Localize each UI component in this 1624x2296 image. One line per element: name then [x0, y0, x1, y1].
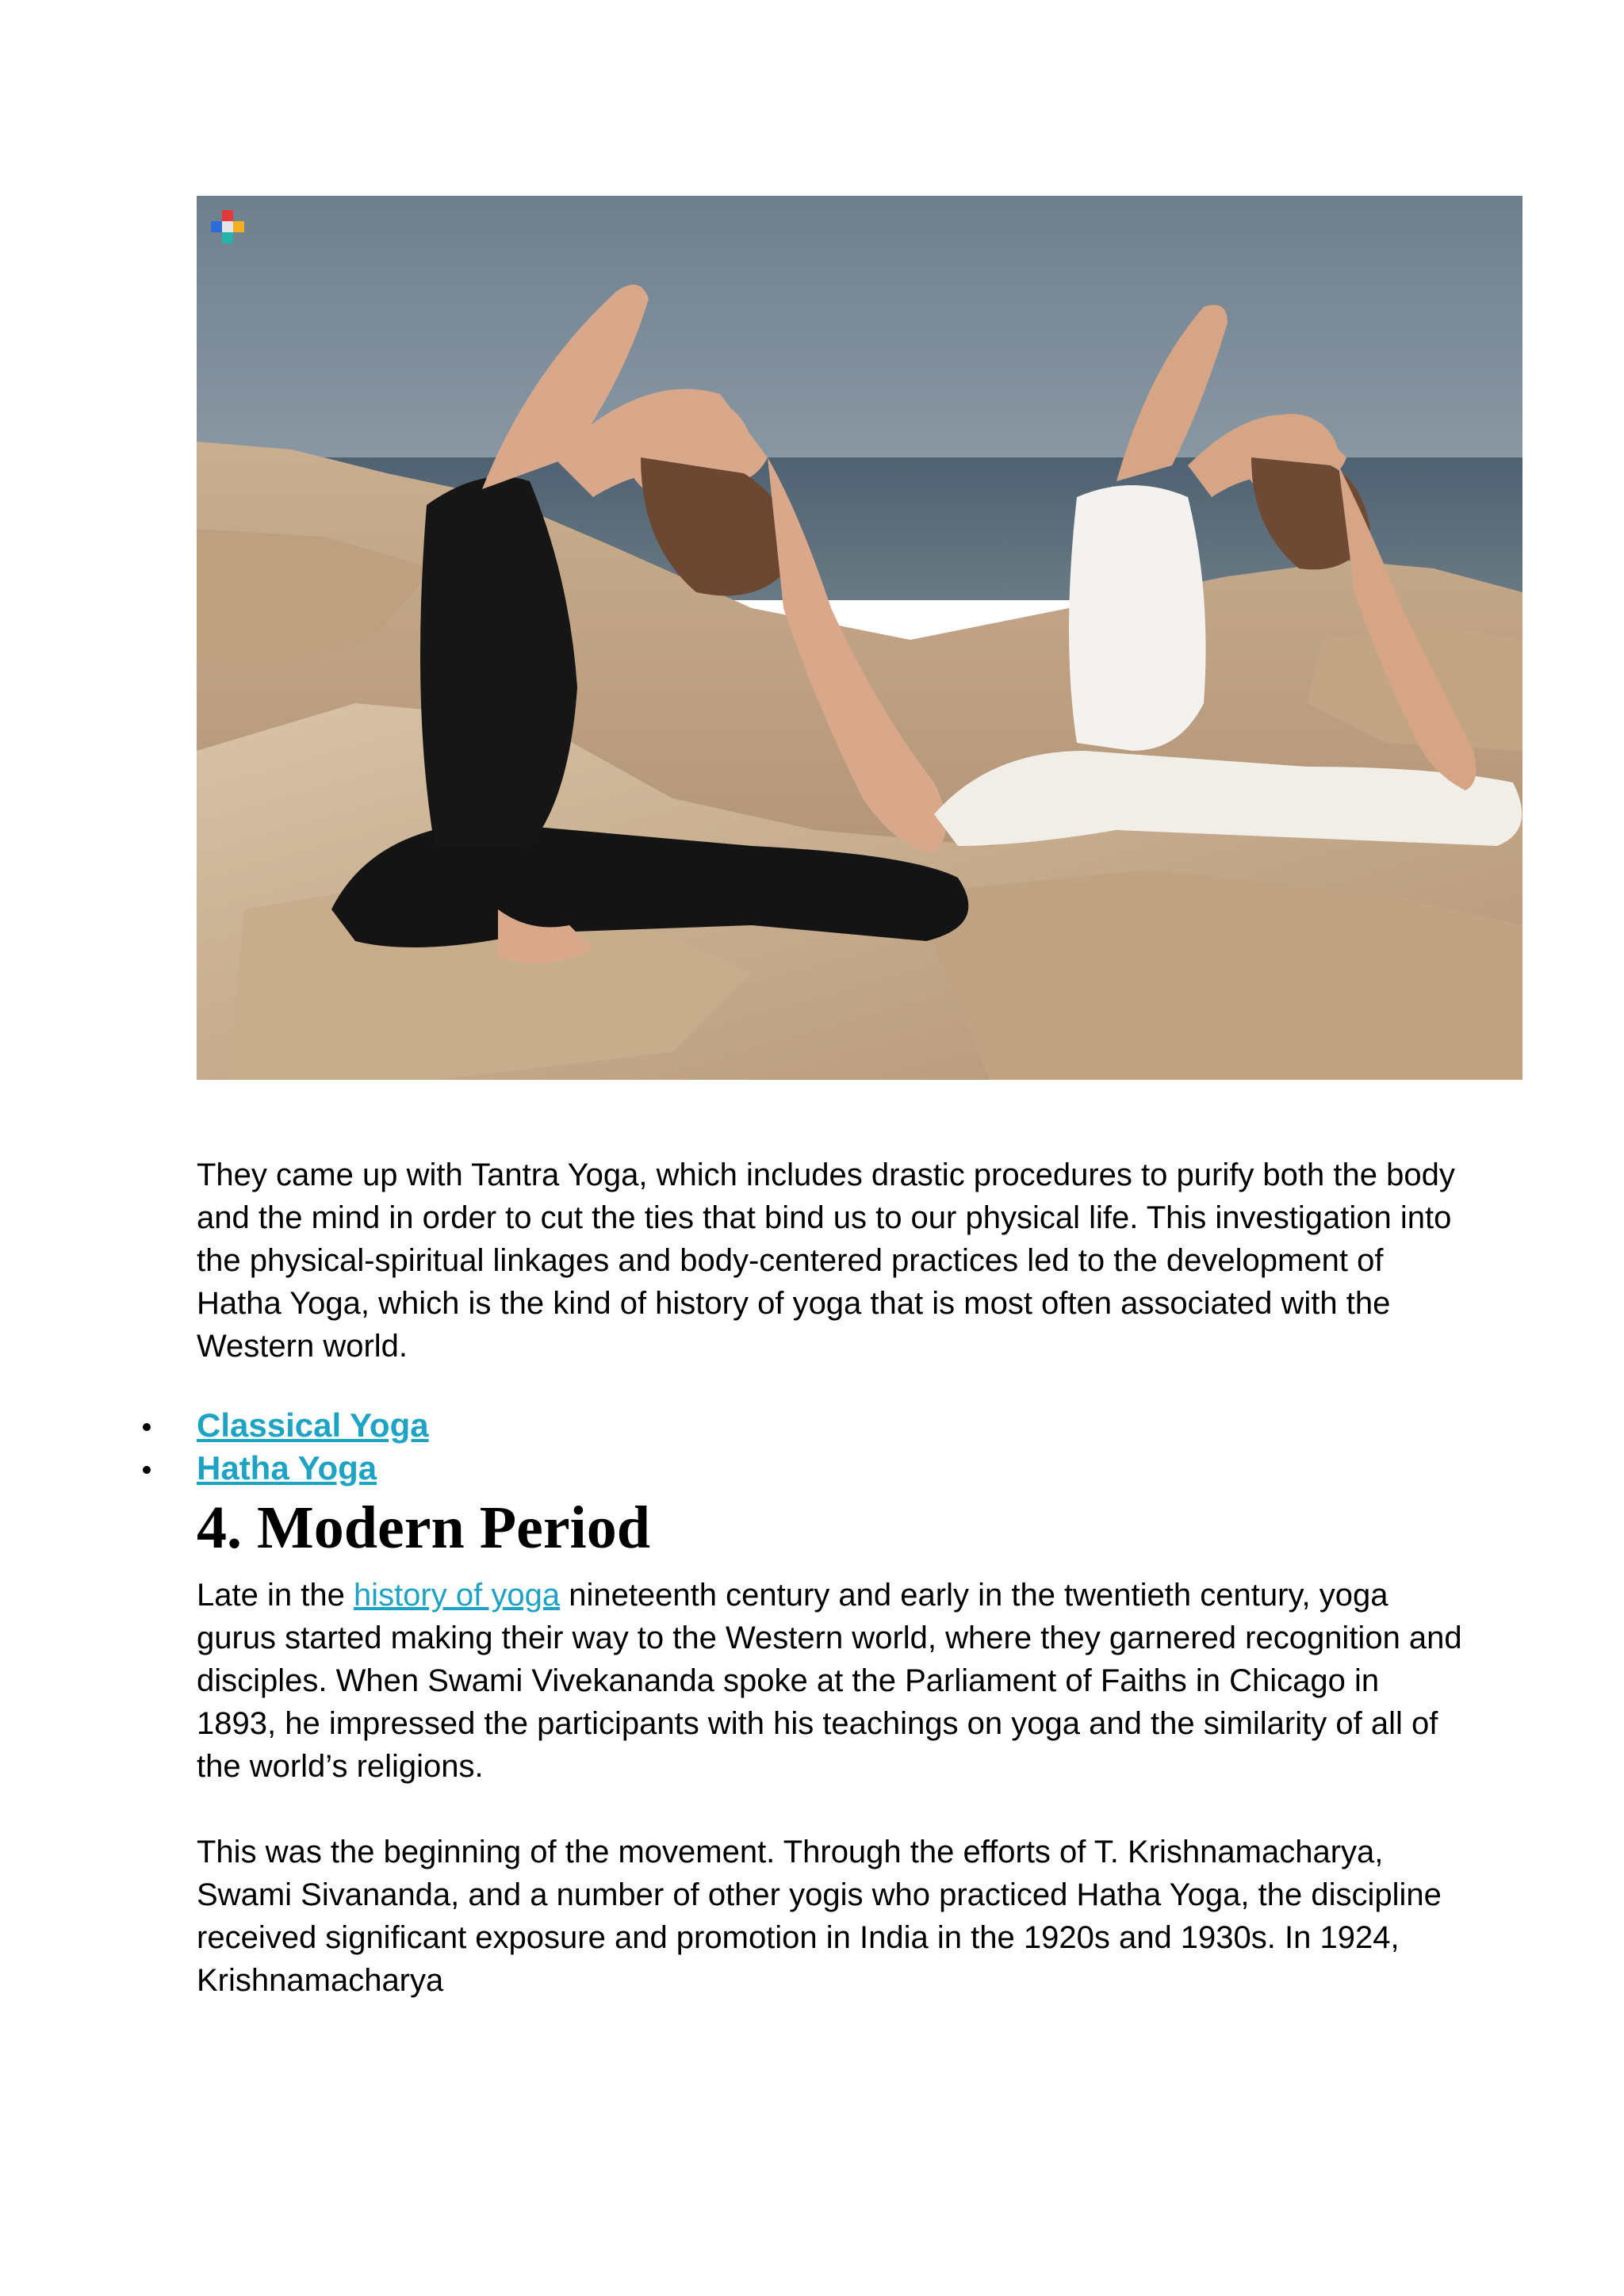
paragraph-text: nineteenth century and early in the twentieth century, yoga gurus started making their way to the Western world, where they garnered recognition and disciples. When Swami Vivekananda spoke at the Parliament of Faiths in Chicago in 1893, he impressed the participants with his teachings on yoga and the similarity of all of the world’s religions. [197, 1578, 1462, 1784]
history-of-yoga-link[interactable]: history of yoga [353, 1578, 561, 1613]
link-list [197, 1404, 1465, 1490]
list-item [197, 1447, 1465, 1490]
section-heading: 4. Modern Period [197, 1494, 651, 1561]
article-body [197, 1154, 1465, 2002]
paragraph-tantra-yoga: They came up with Tantra Yoga, which includes drastic procedures to purify both the body and the mind in order to cut the ties that bind us to our physical life. This investigation into the physical-spiritual linkages and body-centered practices led to the development of Hatha Yoga, which is the kind of history of yoga that is most often associated with the Western world. [197, 1158, 1455, 1364]
paragraph-text: Late in the [197, 1578, 354, 1613]
list-item [197, 1404, 1465, 1447]
bullet-icon [143, 1423, 151, 1431]
paragraph-movement: This was the beginning of the movement. Through the efforts of T. Krishnamacharya, Swami Sivananda, and a number of other yogis who practiced Hatha Yoga, the discipline received significant exposure and promotion in India in the 1920s and 1930s. In 1924, Krishnamacharya [197, 1835, 1442, 1998]
hatha-yoga-link[interactable]: Hatha Yoga [197, 1449, 377, 1487]
paragraph-modern-period [197, 1574, 1465, 1788]
classical-yoga-link[interactable]: Classical Yoga [197, 1406, 429, 1444]
bullet-icon [143, 1466, 151, 1474]
paragraph-gap [197, 1788, 1465, 1831]
yoga-photo [197, 196, 1522, 1080]
